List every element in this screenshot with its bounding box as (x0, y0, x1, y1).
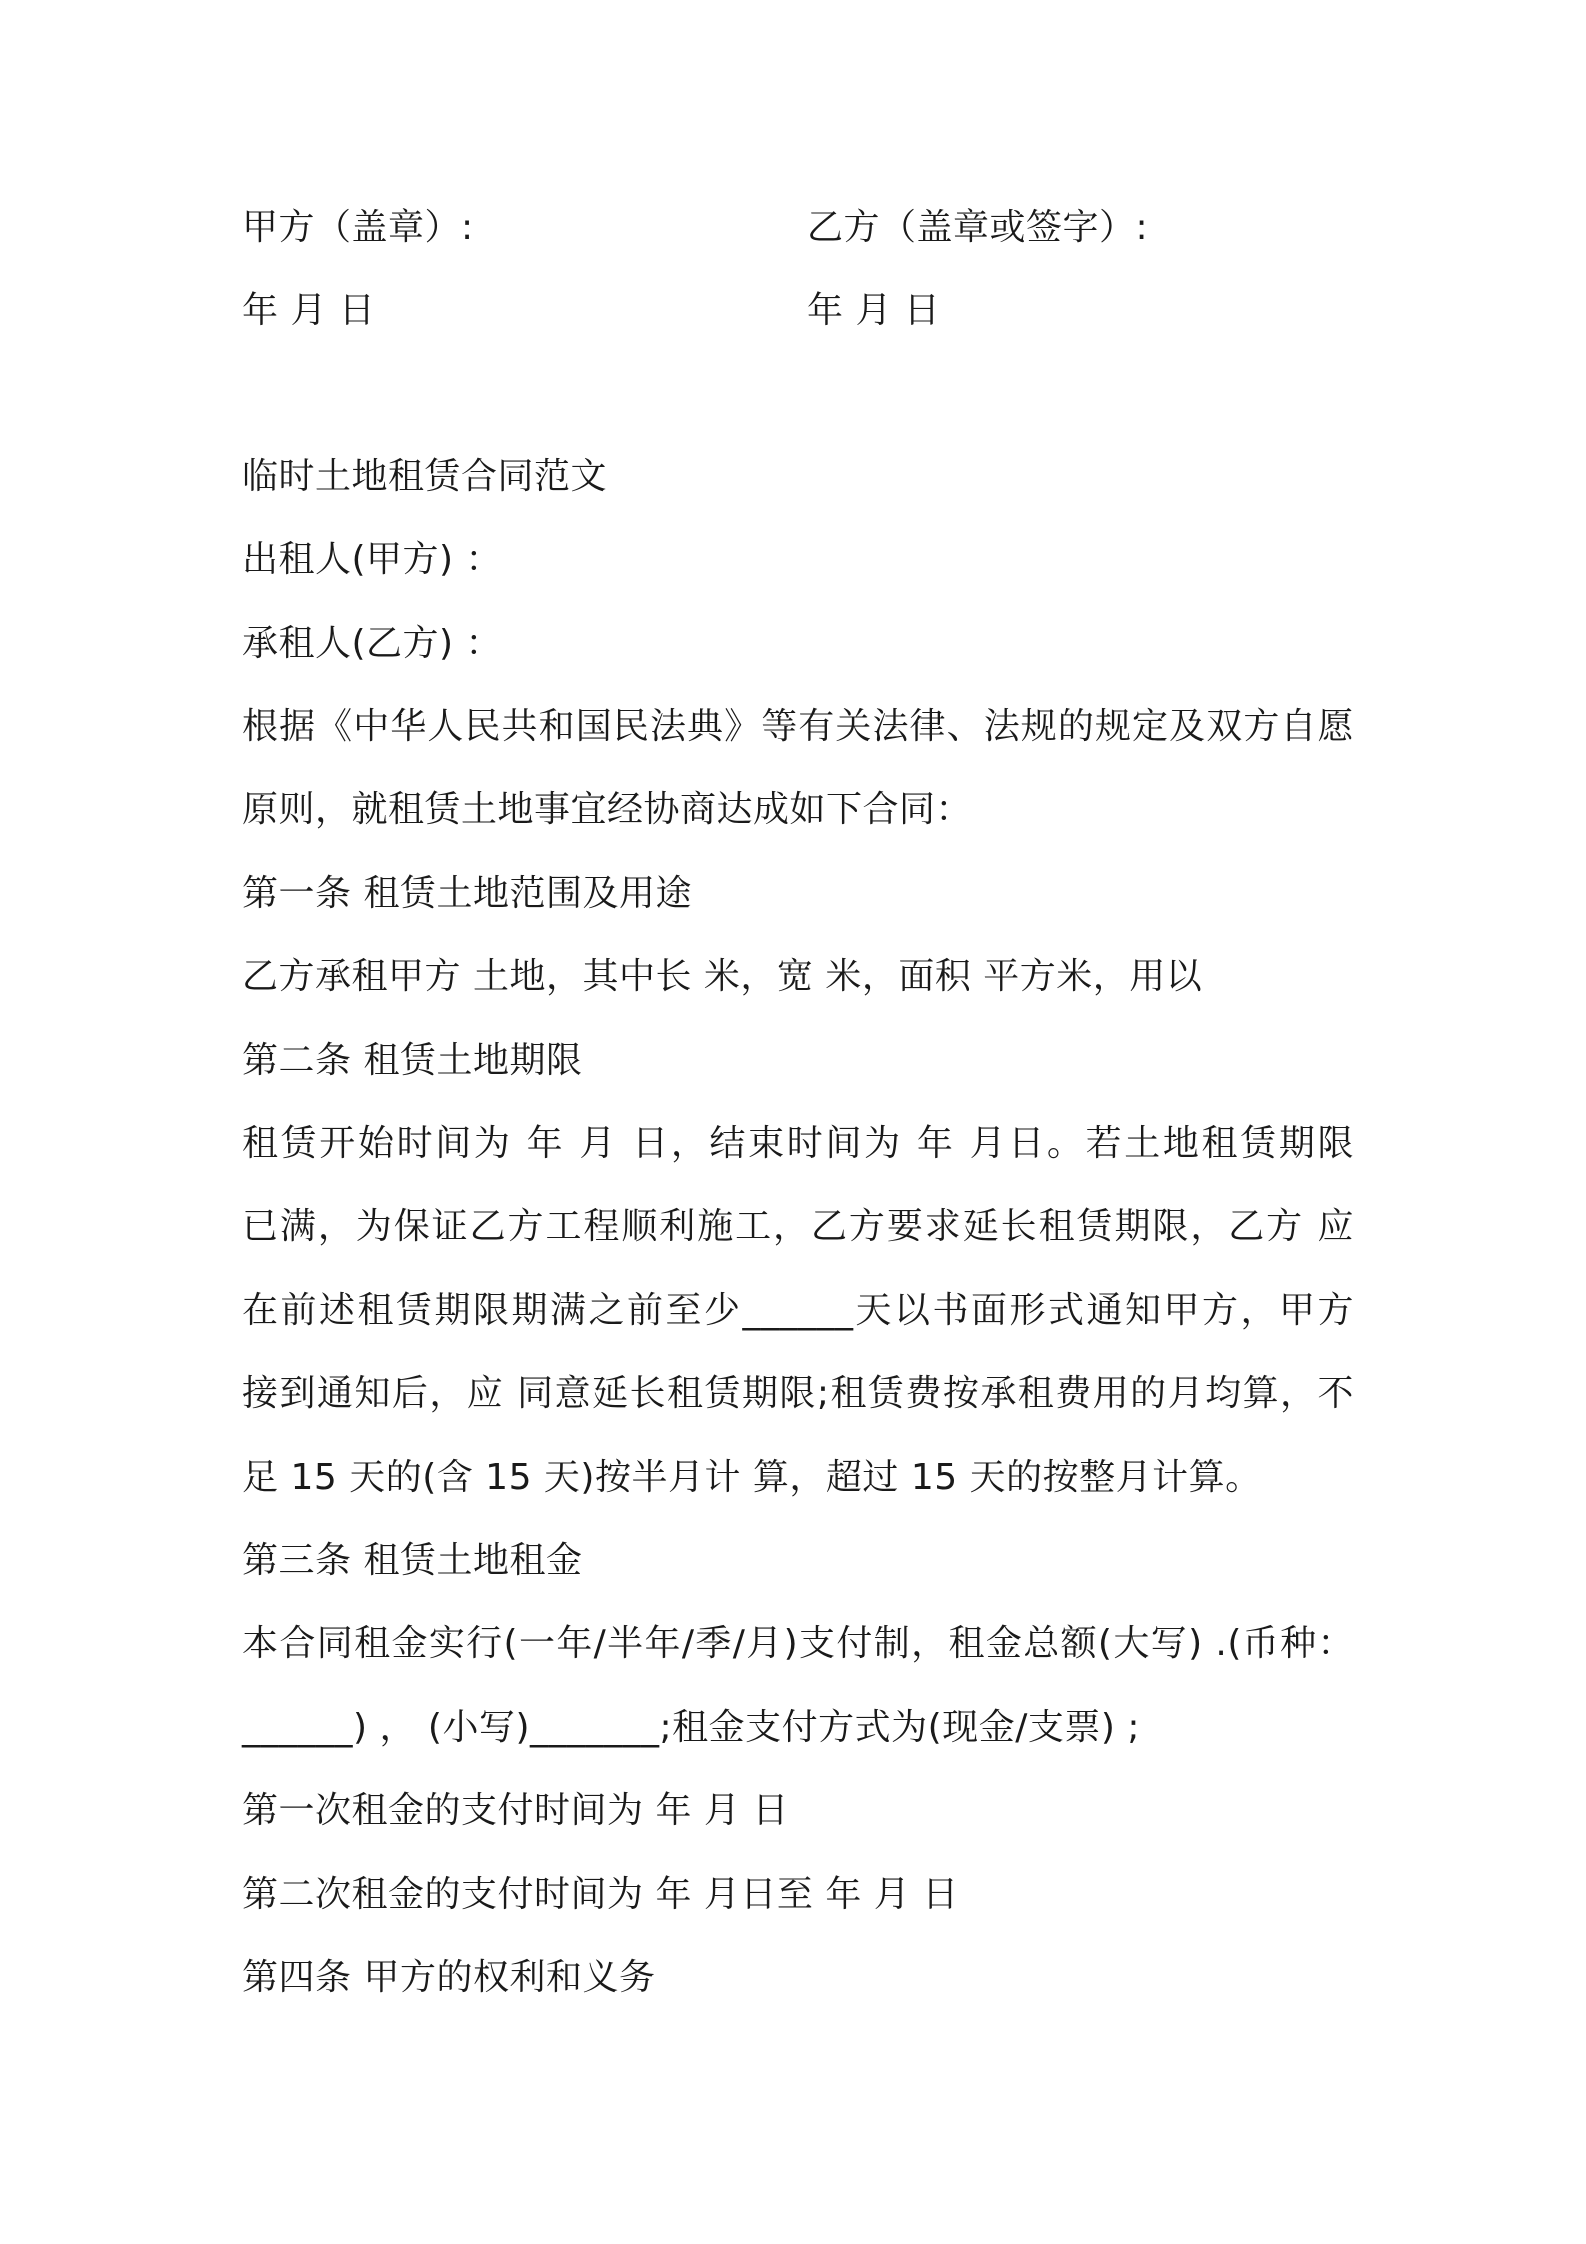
article-3-text: ______) ， (小写)_______;租金支付方式为(现金/支票) ; (242, 1707, 1140, 1748)
party-b-seal-label: 乙方（盖章或签字）: (807, 207, 1149, 248)
article-2-text: 已满，为保证乙方工程顺利施工，乙方要求延长租赁期限，乙方 应 (242, 1206, 1354, 1247)
party-a-date: 年 月 日 (242, 290, 376, 331)
article-4-heading: 第四条 甲方的权利和义务 (242, 1957, 656, 1998)
party-a-seal-label: 甲方（盖章）: (242, 207, 474, 248)
second-payment-line: 第二次租金的支付时间为 年 月日至 年 月 日 (242, 1874, 959, 1915)
first-payment-line: 第一次租金的支付时间为 年 月 日 (242, 1790, 789, 1831)
article-2-text: 租赁开始时间为 年 月 日，结束时间为 年 月日。若土地租赁期限 (242, 1123, 1354, 1164)
lessor-line: 出租人(甲方) ： (242, 539, 503, 580)
article-2-heading: 第二条 租赁土地期限 (242, 1040, 583, 1081)
article-2-text: 在前述租赁期限期满之前至少______天以书面形式通知甲方，甲方 (242, 1290, 1354, 1331)
article-2-text: 接到通知后，应 同意延长租赁期限;租赁费按承租费用的月均算，不 (242, 1373, 1354, 1414)
contract-title: 临时土地租赁合同范文 (242, 456, 608, 497)
lessee-line: 承租人(乙方) ： (242, 623, 503, 664)
party-b-date: 年 月 日 (807, 290, 941, 331)
preamble-line: 原则，就租赁土地事宜经协商达成如下合同： (242, 789, 973, 830)
article-1-heading: 第一条 租赁土地范围及用途 (242, 873, 692, 914)
preamble-line: 根据《中华人民共和国民法典》等有关法律、法规的规定及双方自愿 (242, 706, 1354, 747)
article-3-heading: 第三条 租赁土地租金 (242, 1540, 583, 1581)
article-3-text: 本合同租金实行(一年/半年/季/月)支付制，租金总额(大写) .(币种： (242, 1623, 1354, 1664)
article-1-text: 乙方承租甲方 土地，其中长 米，宽 米，面积 平方米，用以 (242, 956, 1203, 997)
article-2-text: 足 15 天的(含 15 天)按半月计 算，超过 15 天的按整月计算。 (242, 1457, 1262, 1498)
